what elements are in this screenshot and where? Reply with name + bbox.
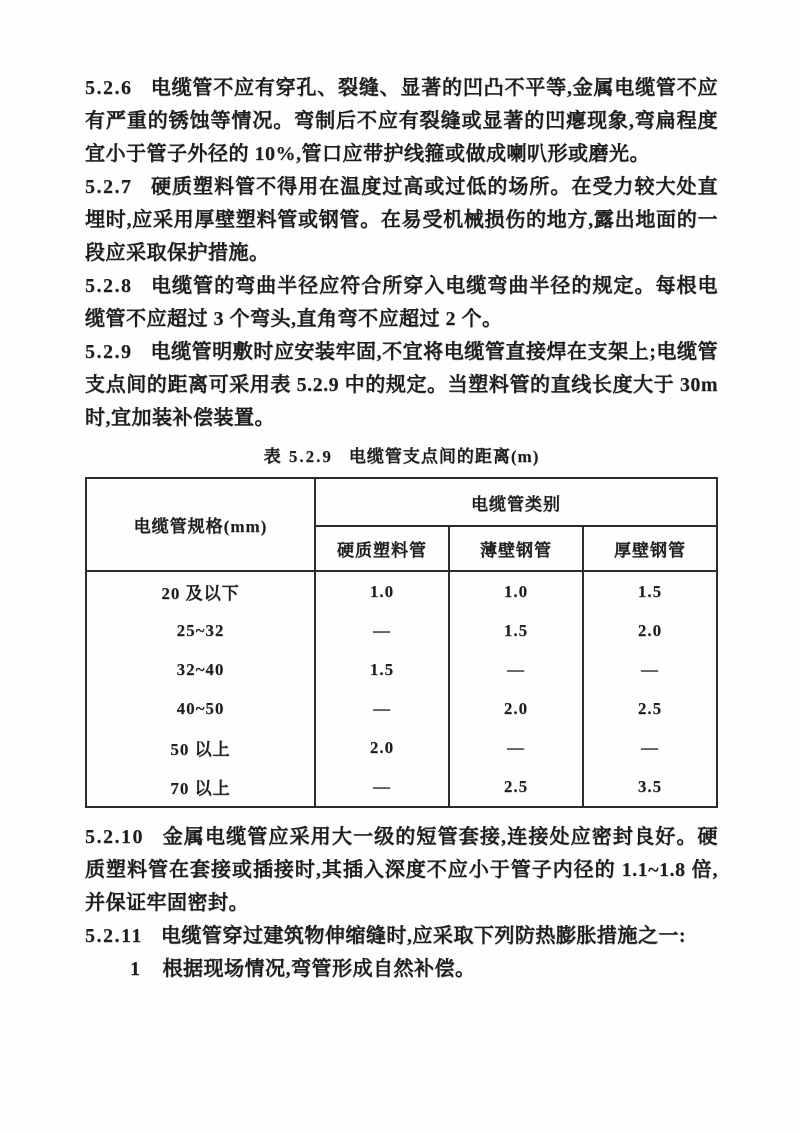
value-cell: 1.5: [315, 650, 449, 689]
value-cell: —: [449, 650, 583, 689]
value-cell: —: [315, 689, 449, 728]
section-5-2-6: [85, 72, 718, 171]
table-row: [86, 571, 717, 611]
list-item-1: [85, 953, 718, 986]
column-header-cell: 薄壁钢管: [449, 526, 583, 571]
column-group-header-cell: 电缆管类别: [315, 478, 717, 526]
value-cell: —: [449, 728, 583, 767]
value-cell: 1.5: [583, 571, 717, 611]
section-number: 5.2.6: [85, 77, 133, 99]
section-5-2-10: [85, 821, 718, 920]
section-number: 5.2.10: [85, 826, 144, 848]
value-cell: —: [315, 767, 449, 807]
table-caption: [85, 442, 718, 467]
page-content: [85, 72, 718, 986]
value-cell: 2.0: [315, 728, 449, 767]
section-5-2-9: [85, 336, 718, 435]
table-row: [86, 728, 717, 767]
spec-cell: 40~50: [176, 698, 225, 718]
value-cell: 1.0: [449, 571, 583, 611]
value-cell: —: [315, 611, 449, 650]
value-cell: 2.0: [449, 689, 583, 728]
value-cell: 2.5: [449, 767, 583, 807]
table-caption-label: 表 5.2.9: [263, 447, 333, 466]
value-cell: —: [583, 650, 717, 689]
table-row: [86, 767, 717, 807]
value-cell: 2.5: [583, 689, 717, 728]
row-header-cell: 电缆管规格(mm): [86, 478, 315, 571]
section-text: 电缆管穿过建筑物伸缩缝时,应采取下列防热膨胀措施之一:: [160, 925, 687, 947]
spec-cell: 25~32: [176, 620, 225, 640]
table-caption-title: 电缆管支点间的距离(m): [348, 447, 540, 466]
section-number: 5.2.7: [85, 176, 133, 198]
list-item-number: 1: [130, 958, 141, 980]
section-number: 5.2.8: [85, 275, 133, 297]
value-cell: —: [583, 728, 717, 767]
table-header-row: [86, 478, 717, 526]
table-row: [86, 611, 717, 650]
value-cell: 3.5: [583, 767, 717, 807]
support-distance-table: [85, 477, 718, 808]
section-text: 电缆管不应有穿孔、裂缝、显著的凹凸不平等,金属电缆管不应有严重的锈蚀等情况。弯制后不应有裂缝或显著的凹瘪现象,弯扁程度宜小于管子外径的 10%,管口应带护线箍或做成喇叭形或磨光。: [85, 77, 718, 165]
section-5-2-11: [85, 920, 718, 953]
section-number: 5.2.9: [85, 341, 133, 363]
table-row: [86, 650, 717, 689]
table-row: [86, 689, 717, 728]
section-number: 5.2.11: [85, 925, 143, 947]
list-item-text: 根据现场情况,弯管形成自然补偿。: [162, 958, 476, 980]
value-cell: 1.0: [315, 571, 449, 611]
spec-cell: 20 及以下: [161, 584, 240, 603]
section-text: 电缆管的弯曲半径应符合所穿入电缆弯曲半径的规定。每根电缆管不应超过 3 个弯头,直角弯不应超过 2 个。: [85, 275, 718, 330]
section-text: 金属电缆管应采用大一级的短管套接,连接处应密封良好。硬质塑料管在套接或插接时,其插入深度不应小于管子内径的 1.1~1.8 倍,并保证牢固密封。: [85, 826, 718, 914]
column-header-cell: 硬质塑料管: [315, 526, 449, 571]
section-text: 电缆管明敷时应安装牢固,不宜将电缆管直接焊在支架上;电缆管支点间的距离可采用表 5.2.9 中的规定。当塑料管的直线长度大于 30m 时,宜加装补偿装置。: [85, 341, 718, 429]
section-5-2-7: [85, 171, 718, 270]
section-5-2-8: [85, 270, 718, 336]
section-text: 硬质塑料管不得用在温度过高或过低的场所。在受力较大处直埋时,应采用厚壁塑料管或钢管。在易受机械损伤的地方,露出地面的一段应采取保护措施。: [85, 176, 718, 264]
value-cell: 1.5: [449, 611, 583, 650]
value-cell: 2.0: [583, 611, 717, 650]
column-header-cell: 厚壁钢管: [583, 526, 717, 571]
spec-cell: 70 以上: [170, 779, 231, 798]
spec-cell: 32~40: [176, 659, 225, 679]
spec-cell: 50 以上: [170, 740, 231, 759]
